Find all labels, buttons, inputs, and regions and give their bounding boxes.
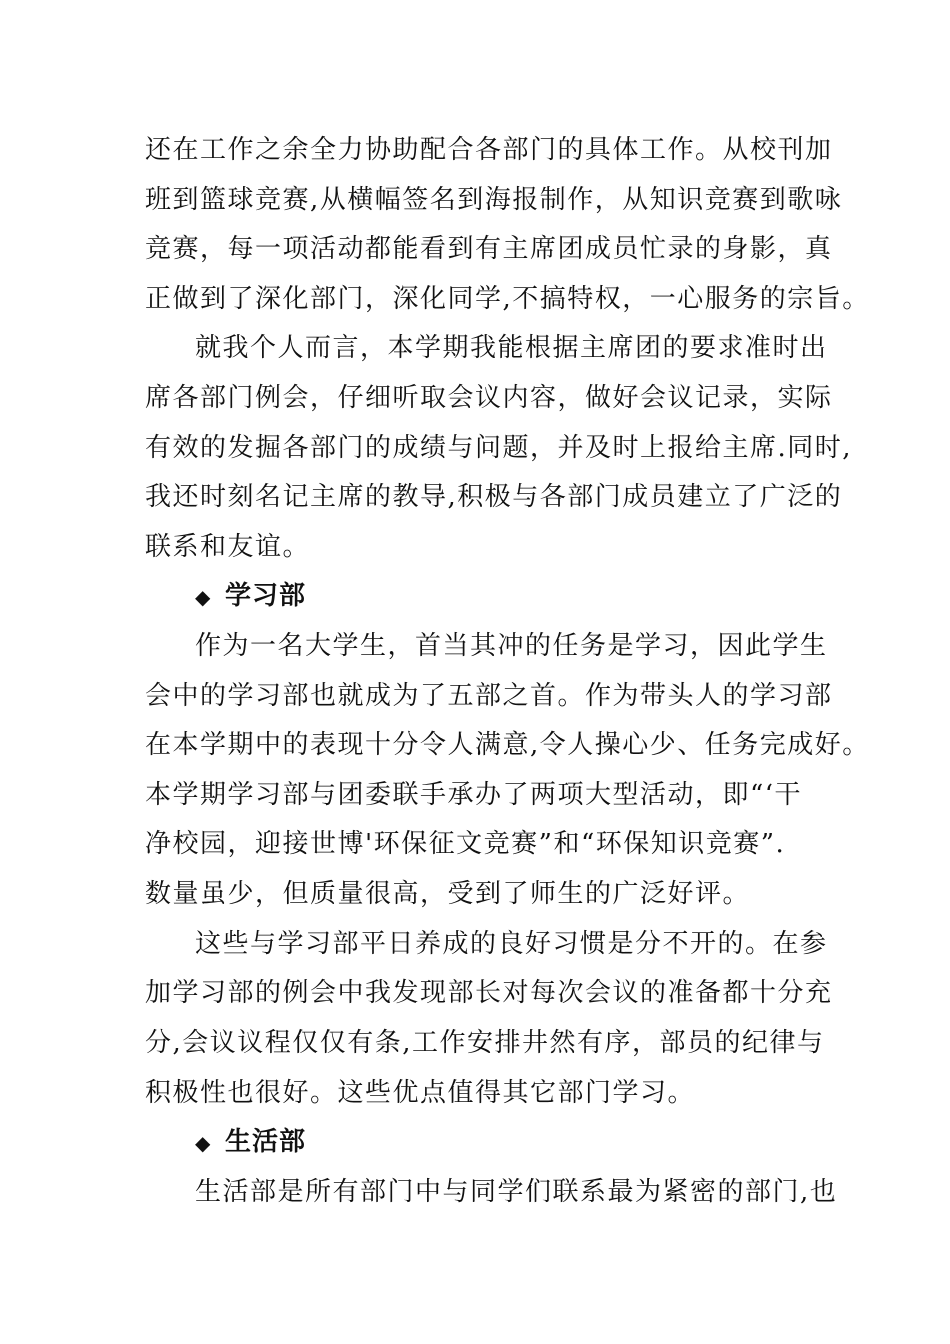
text-line: 在本学期中的表现十分令人满意,令人操心少、任务完成好。 <box>145 730 870 760</box>
text-line: 数量虽少，但质量很高，受到了师生的广泛好评。 <box>145 879 751 909</box>
text-line: 正做到了深化部门，深化同学,不搞特权，一心服务的宗旨。 <box>145 284 870 314</box>
text-line: 还在工作之余全力协助配合各部门的具体工作。从校刊加 <box>145 135 833 165</box>
text-line: 竞赛，每一项活动都能看到有主席团成员忙录的身影，真 <box>145 234 833 264</box>
paragraph-first-line: 这些与学习部平日养成的良好习惯是分不开的。在参 <box>195 929 828 959</box>
text-line: 有效的发掘各部门的成绩与问题，并及时上报给主席.同时, <box>145 433 853 463</box>
text-line: 我还时刻名记主席的教导,积极与各部门成员建立了广泛的 <box>145 482 843 512</box>
text-line: 联系和友谊。 <box>145 532 311 562</box>
text-line: 本学期学习部与团委联手承办了两项大型活动，即“‘干 <box>145 780 803 810</box>
section-heading-label: 生活部 <box>225 1127 307 1157</box>
diamond-bullet-icon: ◆ <box>195 1131 212 1155</box>
diamond-bullet-icon: ◆ <box>195 585 212 609</box>
text-line: 净校园，迎接世博'环保征文竞赛”和“环保知识竞赛”. <box>145 829 786 859</box>
paragraph-first-line: 作为一名大学生，首当其冲的任务是学习，因此学生 <box>195 631 828 661</box>
section-heading-label: 学习部 <box>225 581 307 611</box>
paragraph-first-line: 生活部是所有部门中与同学们联系最为紧密的部门,也 <box>195 1177 838 1207</box>
section-heading-life <box>195 1122 306 1162</box>
text-line: 席各部门例会，仔细听取会议内容，做好会议记录，实际 <box>145 383 833 413</box>
text-line: 分,会议议程仅仅有条,工作安排井然有序，部员的纪律与 <box>145 1028 825 1058</box>
paragraph-first-line: 就我个人而言，本学期我能根据主席团的要求准时出 <box>195 333 828 363</box>
text-line: 积极性也很好。这些优点值得其它部门学习。 <box>145 1078 696 1108</box>
section-heading-study <box>195 576 306 616</box>
text-line: 加学习部的例会中我发现部长对每次会议的准备都十分充 <box>145 978 833 1008</box>
text-line: 班到篮球竞赛,从横幅签名到海报制作，从知识竞赛到歌咏 <box>145 185 843 215</box>
text-line: 会中的学习部也就成为了五部之首。作为带头人的学习部 <box>145 681 833 711</box>
